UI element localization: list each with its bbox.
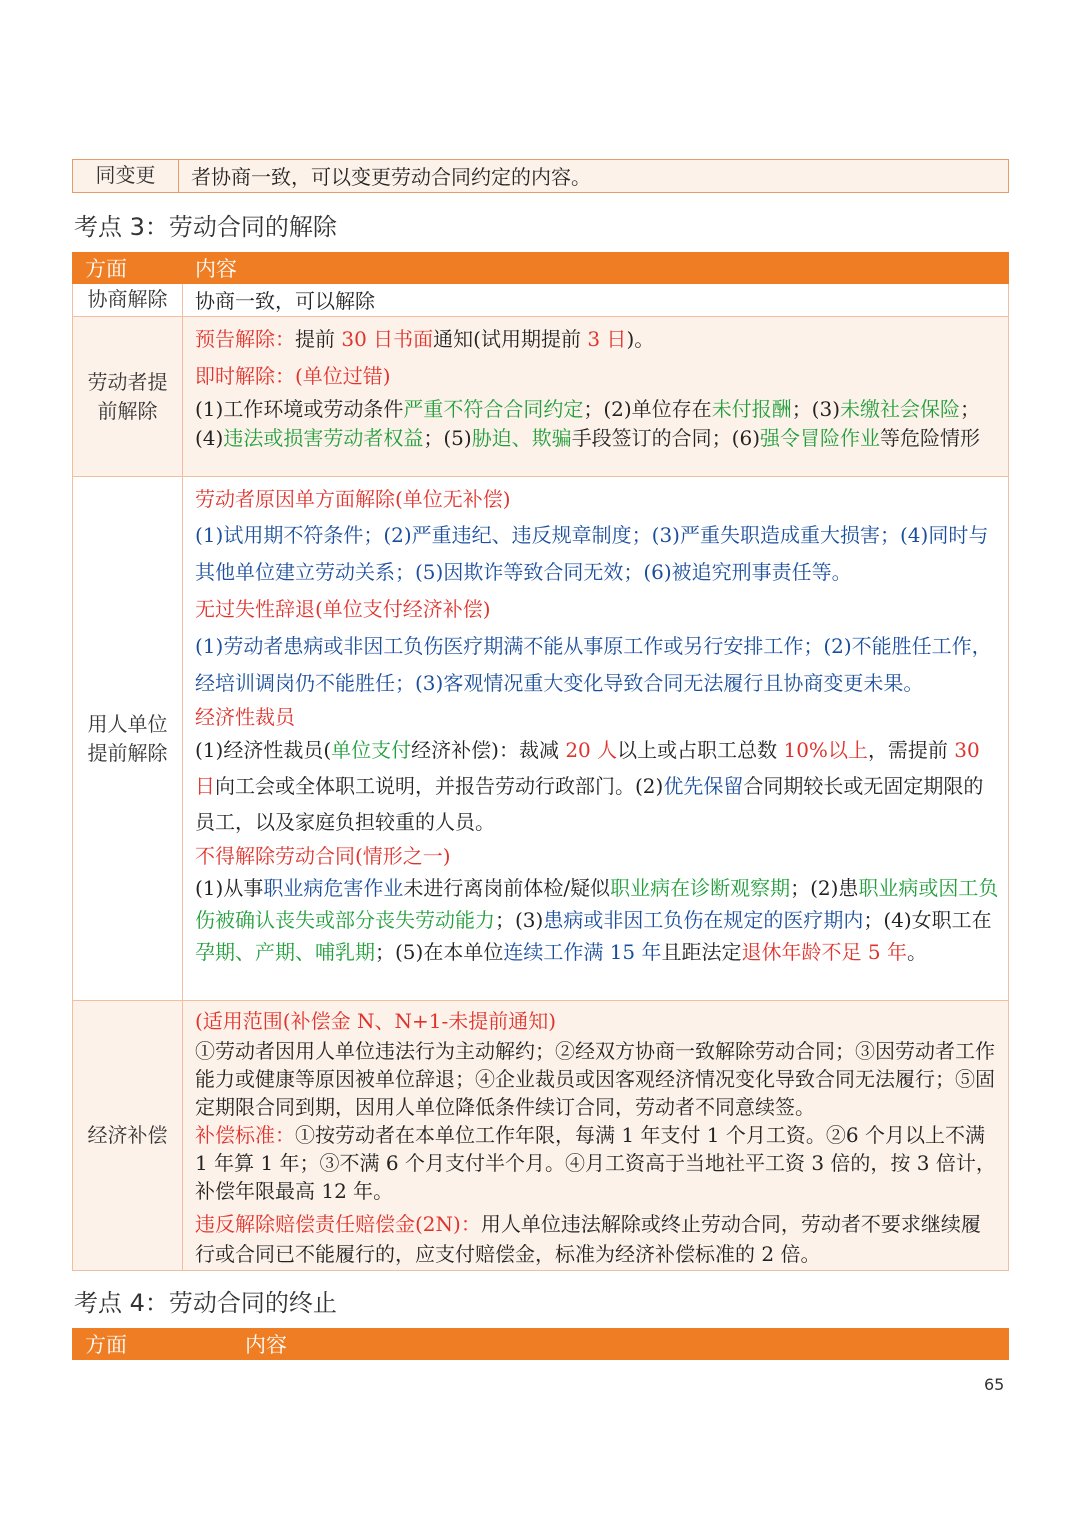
- notice-line: 预告解除：提前 30 日书面通知(试用期提前 3 日)。: [195, 327, 655, 351]
- employer-text-2: (1)劳动者患病或非因工负伤医疗期满不能从事原工作或另行安排工作；(2)不能胜任工作，经培训调岗仍不能胜任；(3)客观情况重大变化导致合同无法履行且协商变更未果。: [195, 634, 992, 695]
- employer-text-4: (1)从事职业病危害作业未进行离岗前体检/疑似职业病在诊断观察期；(2)患职业病或因工负伤被确认丧失或部分丧失劳动能力；(3)患病或非因工负伤在规定的医疗期内；(4)女职工在孕期、产期、哺乳期；(5)在本单位连续工作满 15 年且距法定退休年龄不足 5 年。: [195, 876, 999, 964]
- employer-text-1: (1)试用期不符条件；(2)严重违纪、违反规章制度；(3)严重失职造成重大损害；(4)同时与其他单位建立劳动关系；(5)因欺诈等致合同无效；(6)被追究刑事责任等。: [195, 523, 989, 584]
- header-aspect: 方面: [73, 253, 183, 284]
- employer-title-3: 经济性裁员: [195, 705, 295, 729]
- page-number: 65: [984, 1375, 1005, 1394]
- row-aspect-worker: 劳动者提前解除: [73, 317, 183, 477]
- employer-title-4: 不得解除劳动合同(情形之一): [195, 844, 451, 868]
- row-content-compensation: [183, 1001, 1009, 1271]
- top-content-cell: 者协商一致，可以变更劳动合同约定的内容。: [179, 160, 1009, 193]
- row-content-worker: [183, 317, 1009, 477]
- table-header-row: [73, 253, 1009, 284]
- comp-violation: 违反解除赔偿责任赔偿金(2N)：用人单位违法解除或终止劳动合同，劳动者不要求继续履行或合同已不能履行的，应支付赔偿金，标准为经济补偿标准的 2 倍。: [195, 1212, 981, 1266]
- table-row: [73, 477, 1009, 1001]
- header-aspect-4: 方面: [73, 1329, 233, 1360]
- header-content: 内容: [183, 253, 1009, 284]
- section-3-title: 考点 3：劳动合同的解除: [74, 213, 337, 241]
- table-header-row: [73, 1329, 1009, 1360]
- immediate-title: 即时解除：(单位过错): [195, 364, 391, 388]
- employer-title-2: 无过失性辞退(单位支付经济补偿): [195, 597, 491, 621]
- comp-standard: 补偿标准：①按劳动者在本单位工作年限，每满 1 年支付 1 个月工资。②6 个月以上不满 1 年算 1 年；③不满 6 个月支付半个月。④月工资高于当地社平工资 3 倍的，按 3 倍计，补偿年限最高 12 年。: [195, 1123, 996, 1203]
- row-aspect-compensation: 经济补偿: [73, 1001, 183, 1271]
- row-content-negotiate: 协商一致，可以解除: [183, 284, 1009, 317]
- row-aspect-negotiate: 协商解除: [73, 284, 183, 317]
- row-aspect-employer: 用人单位提前解除: [73, 477, 183, 1001]
- dismissal-table: [72, 252, 1009, 1271]
- employer-title-1: 劳动者原因单方面解除(单位无补偿): [195, 487, 511, 511]
- top-table: [72, 159, 1009, 193]
- top-aspect-cell: 同变更: [73, 160, 179, 193]
- row-content-employer: [183, 477, 1009, 1001]
- table-row: [73, 1001, 1009, 1271]
- section-4-title: 考点 4：劳动合同的终止: [74, 1289, 337, 1317]
- comp-scope-title: (适用范围(补偿金 N、N+1-未提前通知): [195, 1009, 557, 1033]
- comp-scope-text: ①劳动者因用人单位违法行为主动解约；②经双方协商一致解除劳动合同；③因劳动者工作能力或健康等原因被单位辞退；④企业裁员或因客观经济情况变化导致合同无法履行；⑤固定期限合同到期，因用人单位降低条件续订合同，劳动者不同意续签。: [195, 1039, 995, 1119]
- header-content-4: 内容: [233, 1329, 1009, 1360]
- table-row: [73, 317, 1009, 477]
- table-row: [73, 284, 1009, 317]
- termination-table: [72, 1328, 1009, 1360]
- immediate-text: (1)工作环境或劳动条件严重不符合合同约定；(2)单位存在未付报酬；(3)未缴社会保险；(4)违法或损害劳动者权益；(5)胁迫、欺骗手段签订的合同；(6)强令冒险作业等危险情形: [195, 397, 981, 450]
- employer-text-3: (1)经济性裁员(单位支付经济补偿)：裁减 20 人以上或占职工总数 10%以上，需提前 30 日向工会或全体职工说明，并报告劳动行政部门。(2)优先保留合同期较长或无固定期限的员工，以及家庭负担较重的人员。: [195, 738, 984, 834]
